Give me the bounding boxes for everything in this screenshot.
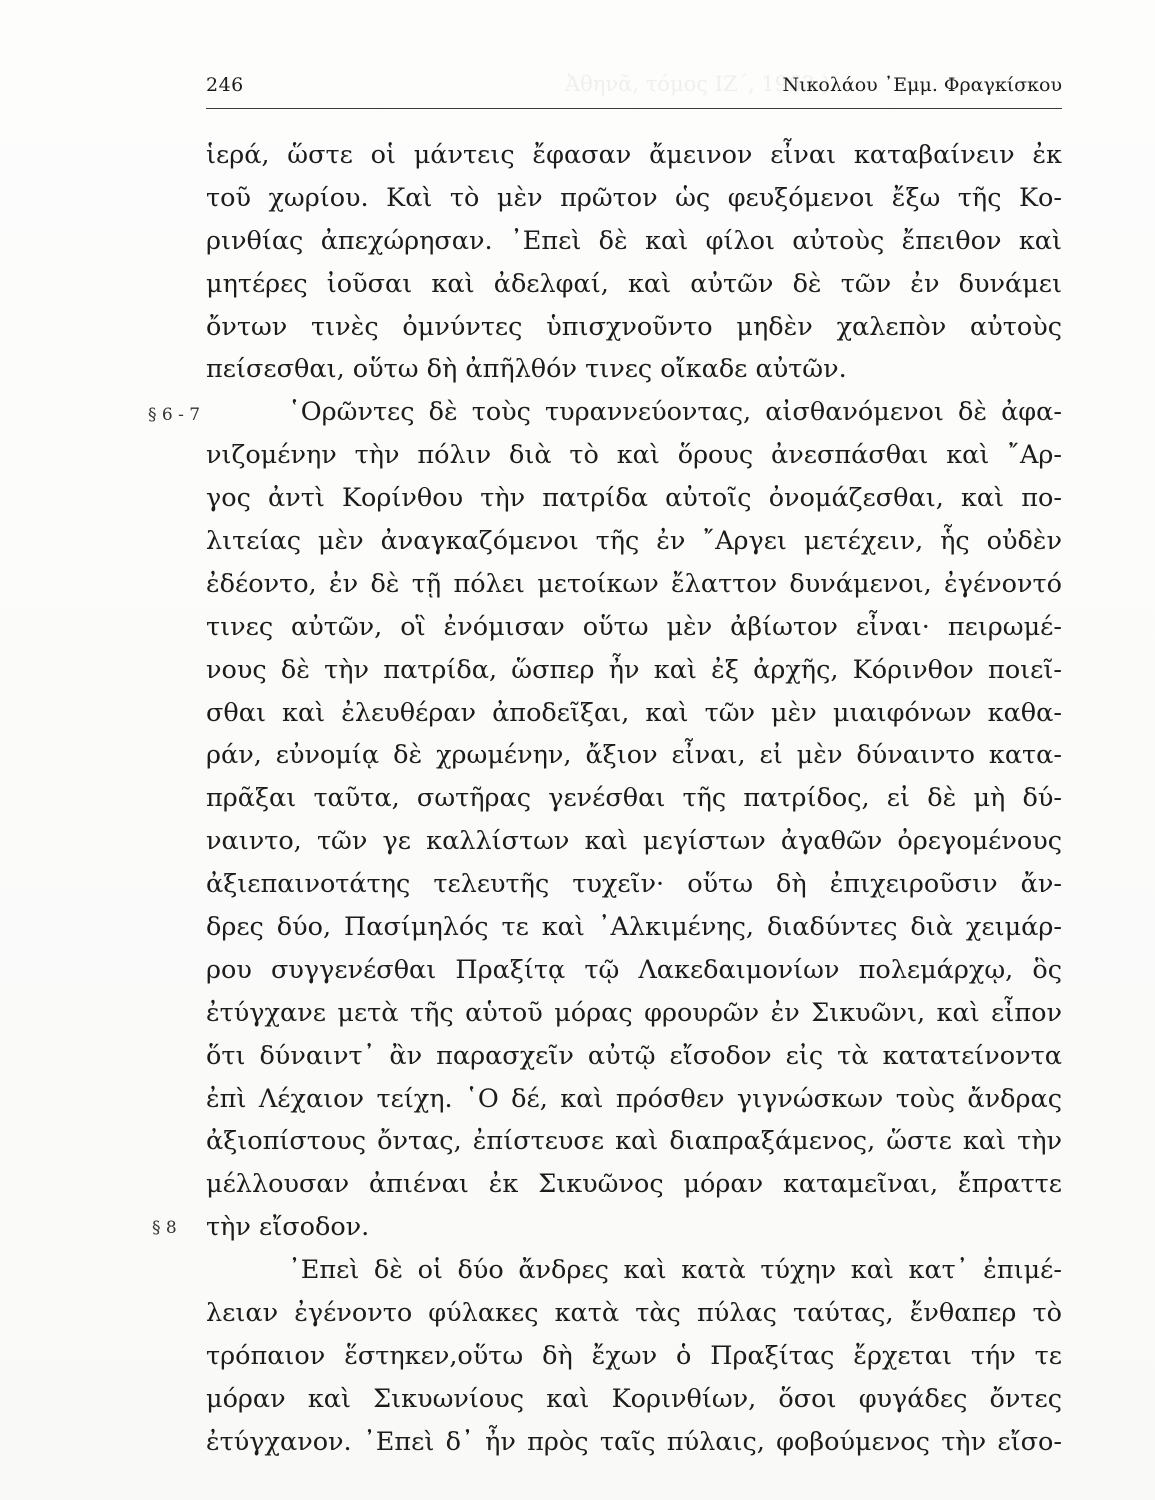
text-line: σθαι καὶ ἐλευθέραν ἀποδεῖξαι, καὶ τῶν μὲν μιαιφόνων καθα-: [206, 697, 1062, 728]
margin-note-section-8: § 8: [152, 1218, 177, 1238]
text-line: ρου συγγενέσθαι Πραξίτᾳ τῷ Λακεδαιμονίων πολεμάρχῳ, ὃς: [206, 954, 1062, 985]
text-line: ἐδέοντο, ἐν δὲ τῇ πόλει μετοίκων ἔλαττον δυνάμενοι, ἐγένοντό: [206, 568, 1062, 599]
text-line: ναιντο, τῶν γε καλλίστων καὶ μεγίστων ἀγαθῶν ὀρεγομένους: [206, 826, 1062, 857]
text-line: τινες αὐτῶν, οἳ ἐνόμισαν οὕτω μὲν ἀβίωτον εἶναι· πειρωμέ-: [206, 611, 1062, 642]
text-line: ἀξιεπαινοτάτης τελευτῆς τυχεῖν· οὕτω δὴ ἐπιχειροῦσιν ἄν-: [206, 869, 1062, 900]
page-header: [206, 72, 1062, 106]
body-text: [206, 134, 1062, 1464]
page-number: 246: [206, 74, 244, 96]
text-line: ᾿Επεὶ δὲ οἱ δύο ἄνδρες καὶ κατὰ τύχην καὶ κατ᾿ ἐπιμέ-: [288, 1255, 1062, 1286]
text-line: τρόπαιον ἕστηκεν,οὕτω δὴ ἔχων ὁ Πραξίτας ἔρχεται τήν τε: [206, 1340, 1062, 1371]
text-line: ὄντων τινὲς ὀμνύντες ὑπισχνοῦντο μηδὲν χαλεπὸν αὐτοὺς: [206, 311, 1062, 342]
running-head: Νικολάου ᾿Εμμ. Φραγκίσκου: [782, 74, 1062, 96]
text-line: τὴν εἴσοδον.: [206, 1212, 370, 1243]
text-line: ῾Ορῶντες δὲ τοὺς τυραννεύοντας, αἰσθανόμενοι δὲ ἀφα-: [288, 397, 1062, 428]
text-line: ὅτι δύναιντ᾿ ἂν παρασχεῖν αὐτῷ εἴσοδον εἰς τὰ κατατείνοντα: [206, 1040, 1062, 1071]
text-line: ἐτύγχανε μετὰ τῆς αὑτοῦ μόρας φρουρῶν ἐν Σικυῶνι, καὶ εἶπον: [206, 997, 1062, 1028]
bleed-through-text: Ἀθηνᾶ, τόμος ΙΖ΄, 1963 ): [565, 72, 830, 96]
header-rule: [206, 108, 1062, 109]
text-line: πείσεσθαι, οὕτω δὴ ἀπῆλθόν τινες οἴκαδε αὐτῶν.: [206, 354, 847, 385]
text-line: ράν, εὐνομίᾳ δὲ χρωμένην, ἄξιον εἶναι, εἰ μὲν δύναιντο κατα-: [206, 740, 1062, 771]
text-line: λειαν ἐγένοντο φύλακες κατὰ τὰς πύλας ταύτας, ἔνθαπερ τὸ: [206, 1298, 1062, 1329]
text-line: τοῦ χωρίου. Καὶ τὸ μὲν πρῶτον ὡς φευξόμενοι ἔξω τῆς Κο-: [206, 182, 1062, 213]
text-line: μητέρες ἰοῦσαι καὶ ἀδελφαί, καὶ αὐτῶν δὲ τῶν ἐν δυνάμει: [206, 268, 1062, 299]
text-line: δρες δύο, Πασίμηλός τε καὶ ᾿Αλκιμένης, διαδύντες διὰ χειμάρ-: [206, 912, 1062, 943]
text-line: ἱερά, ὥστε οἱ μάντεις ἔφασαν ἄμεινον εἶναι καταβαίνειν ἐκ: [206, 140, 1062, 170]
text-line: ἀξιοπίστους ὄντας, ἐπίστευσε καὶ διαπραξάμενος, ὥστε καὶ τὴν: [206, 1126, 1062, 1157]
text-line: μόραν καὶ Σικυωνίους καὶ Κορινθίων, ὅσοι φυγάδες ὄντες: [206, 1383, 1062, 1414]
text-line: μέλλουσαν ἀπιέναι ἐκ Σικυῶνος μόραν καταμεῖναι, ἔπραττε: [206, 1169, 1062, 1200]
text-line: ρινθίας ἀπεχώρησαν. ᾿Επεὶ δὲ καὶ φίλοι αὐτοὺς ἔπειθον καὶ: [206, 225, 1062, 256]
text-line: πρᾶξαι ταῦτα, σωτῆρας γενέσθαι τῆς πατρίδος, εἰ δὲ μὴ δύ-: [206, 783, 1062, 814]
text-line: ἐτύγχανον. ᾿Επεὶ δ᾿ ἦν πρὸς ταῖς πύλαις, φοβούμενος τὴν εἴσο-: [206, 1426, 1062, 1457]
text-line: γος ἀντὶ Κορίνθου τὴν πατρίδα αὐτοῖς ὀνομάζεσθαι, καὶ πο-: [206, 483, 1062, 514]
text-line: λιτείας μὲν ἀναγκαζόμενοι τῆς ἐν ῎Αργει μετέχειν, ἧς οὐδὲν: [206, 526, 1062, 557]
text-line: ἐπὶ Λέχαιον τείχη. ῾Ο δέ, καὶ πρόσθεν γιγνώσκων τοὺς ἄνδρας: [206, 1083, 1062, 1114]
margin-note-section-6-7: § 6 - 7: [148, 405, 201, 425]
text-line: νιζομένην τὴν πόλιν διὰ τὸ καὶ ὅρους ἀνεσπάσθαι καὶ ῎Αρ-: [206, 440, 1062, 471]
text-line: νους δὲ τὴν πατρίδα, ὥσπερ ἦν καὶ ἐξ ἀρχῆς, Κόρινθον ποιεῖ-: [206, 654, 1062, 685]
